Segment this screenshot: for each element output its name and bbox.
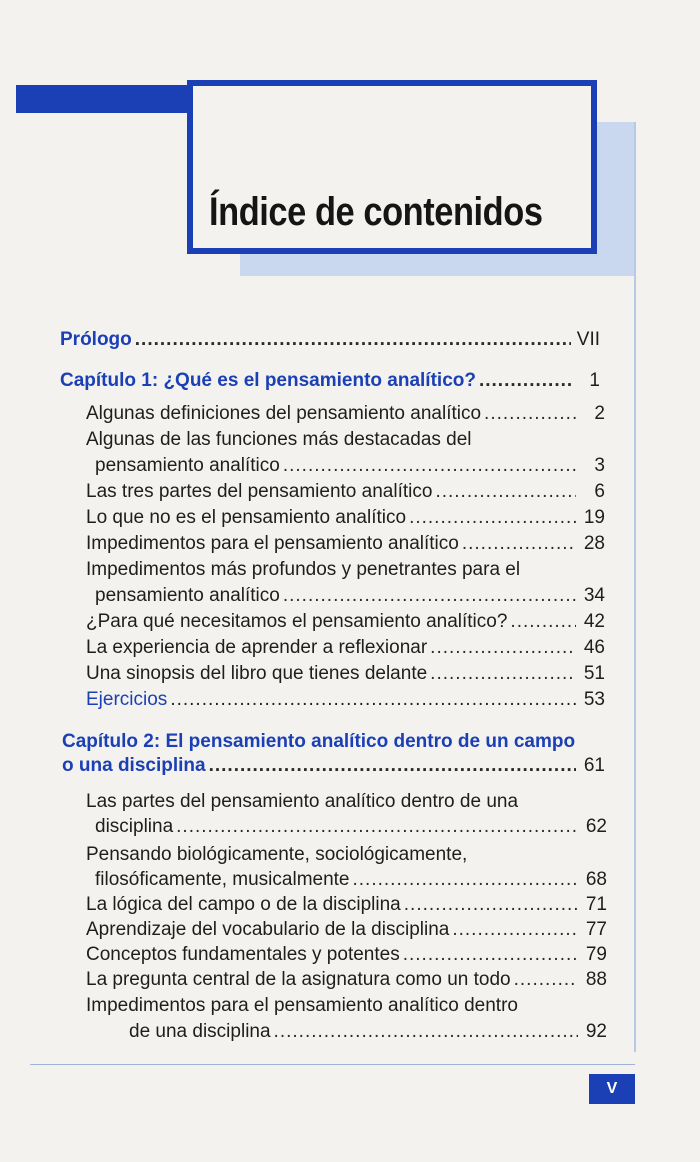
entry-page: 2 (594, 403, 605, 424)
dot-leader (176, 815, 578, 839)
entry-label: Prólogo (60, 329, 132, 350)
dot-leader (209, 754, 576, 778)
entry-page: 68 (585, 869, 607, 890)
dot-leader (283, 584, 576, 608)
header-band (16, 85, 190, 113)
dot-leader (462, 532, 576, 556)
entry-page: 62 (585, 816, 607, 837)
dot-leader (283, 454, 576, 478)
toc-entry[interactable] (86, 893, 607, 917)
toc-entry[interactable] (86, 610, 605, 634)
dot-leader (435, 480, 576, 504)
entry-label: La experiencia de aprender a reflexionar (86, 637, 428, 658)
entry-label: ¿Para qué necesitamos el pensamiento analítico? (86, 611, 508, 632)
toc-entry[interactable] (95, 815, 607, 839)
entry-label: pensamiento analítico (95, 585, 280, 606)
toc-entry[interactable] (129, 1020, 607, 1044)
toc-entry-line: Las partes del pensamiento analítico dentro de una (86, 791, 519, 812)
dot-leader (484, 402, 576, 426)
side-rule (634, 122, 636, 1052)
entry-page: 28 (583, 533, 605, 554)
entry-page: 92 (585, 1021, 607, 1042)
toc-entry[interactable] (86, 943, 607, 967)
entry-page: 19 (583, 507, 605, 528)
toc-entry[interactable] (86, 636, 605, 660)
dot-leader (510, 610, 576, 634)
entry-label: Aprendizaje del vocabulario de la disciplina (86, 919, 450, 940)
dot-leader (403, 943, 578, 967)
entry-label: de una disciplina (129, 1021, 271, 1042)
toc-entry-exercises[interactable] (86, 688, 605, 712)
entry-page: 42 (583, 611, 605, 632)
dot-leader (409, 506, 576, 530)
toc-entry-prologo[interactable] (60, 328, 600, 352)
entry-label: Lo que no es el pensamiento analítico (86, 507, 407, 528)
toc-entry-line: Algunas de las funciones más destacadas del (86, 429, 472, 450)
entry-page: 77 (585, 919, 607, 940)
toc-entry[interactable] (95, 584, 605, 608)
toc-entry-line: Pensando biológicamente, sociológicamente, (86, 844, 468, 865)
page-number: V (589, 1074, 635, 1104)
entry-page: 6 (594, 481, 605, 502)
entry-label: disciplina (95, 816, 174, 837)
entry-label: Algunas definiciones del pensamiento analítico (86, 403, 482, 424)
entry-label: pensamiento analítico (95, 455, 280, 476)
entry-page: 71 (585, 894, 607, 915)
page-title: Índice de contenidos (209, 190, 543, 234)
entry-page: 3 (594, 455, 605, 476)
dot-leader (170, 688, 576, 712)
entry-label: o una disciplina (62, 755, 206, 776)
entry-label: Conceptos fundamentales y potentes (86, 944, 400, 965)
toc-entry[interactable] (86, 506, 605, 530)
entry-page: 34 (583, 585, 605, 606)
dot-leader (353, 868, 579, 892)
entry-label: La pregunta central de la asignatura como un todo (86, 969, 511, 990)
toc-entry[interactable] (86, 402, 605, 426)
entry-page: 51 (583, 663, 605, 684)
title-box (187, 80, 597, 254)
entry-label: La lógica del campo o de la disciplina (86, 894, 401, 915)
toc-entry[interactable] (95, 868, 607, 892)
toc-chapter-2-line: Capítulo 2: El pensamiento analítico dentro de un campo (62, 731, 576, 752)
entry-label: Impedimentos para el pensamiento analítico (86, 533, 459, 554)
dot-leader (430, 636, 576, 660)
toc-entry-line: Impedimentos para el pensamiento analítico dentro (86, 995, 518, 1016)
entry-page: 53 (583, 689, 605, 710)
dot-leader (274, 1020, 578, 1044)
toc-entry-chapter-1[interactable] (60, 369, 600, 393)
toc-entry[interactable] (86, 532, 605, 556)
bottom-rule (30, 1064, 635, 1065)
dot-leader (514, 968, 578, 992)
dot-leader (479, 369, 571, 393)
entry-page: 88 (585, 969, 607, 990)
toc-entry-chapter-2[interactable] (62, 754, 605, 778)
dot-leader (404, 893, 578, 917)
entry-page: 79 (585, 944, 607, 965)
entry-page: VII (576, 329, 600, 350)
entry-label: filosóficamente, musicalmente (95, 869, 350, 890)
toc-entry[interactable] (86, 968, 607, 992)
dot-leader (135, 328, 571, 352)
entry-label: Capítulo 1: ¿Qué es el pensamiento analítico? (60, 370, 476, 391)
toc-entry[interactable] (86, 662, 605, 686)
toc-entry[interactable] (86, 918, 607, 942)
toc-entry[interactable] (95, 454, 605, 478)
dot-leader (452, 918, 578, 942)
entry-label: Las tres partes del pensamiento analítico (86, 481, 433, 502)
entry-label: Una sinopsis del libro que tienes delante (86, 663, 428, 684)
entry-page: 46 (583, 637, 605, 658)
toc-entry-line: Impedimentos más profundos y penetrantes para el (86, 559, 521, 580)
entry-page: 61 (583, 755, 605, 776)
dot-leader (430, 662, 576, 686)
entry-label: Ejercicios (86, 689, 168, 710)
entry-page: 1 (589, 370, 600, 391)
toc-entry[interactable] (86, 480, 605, 504)
